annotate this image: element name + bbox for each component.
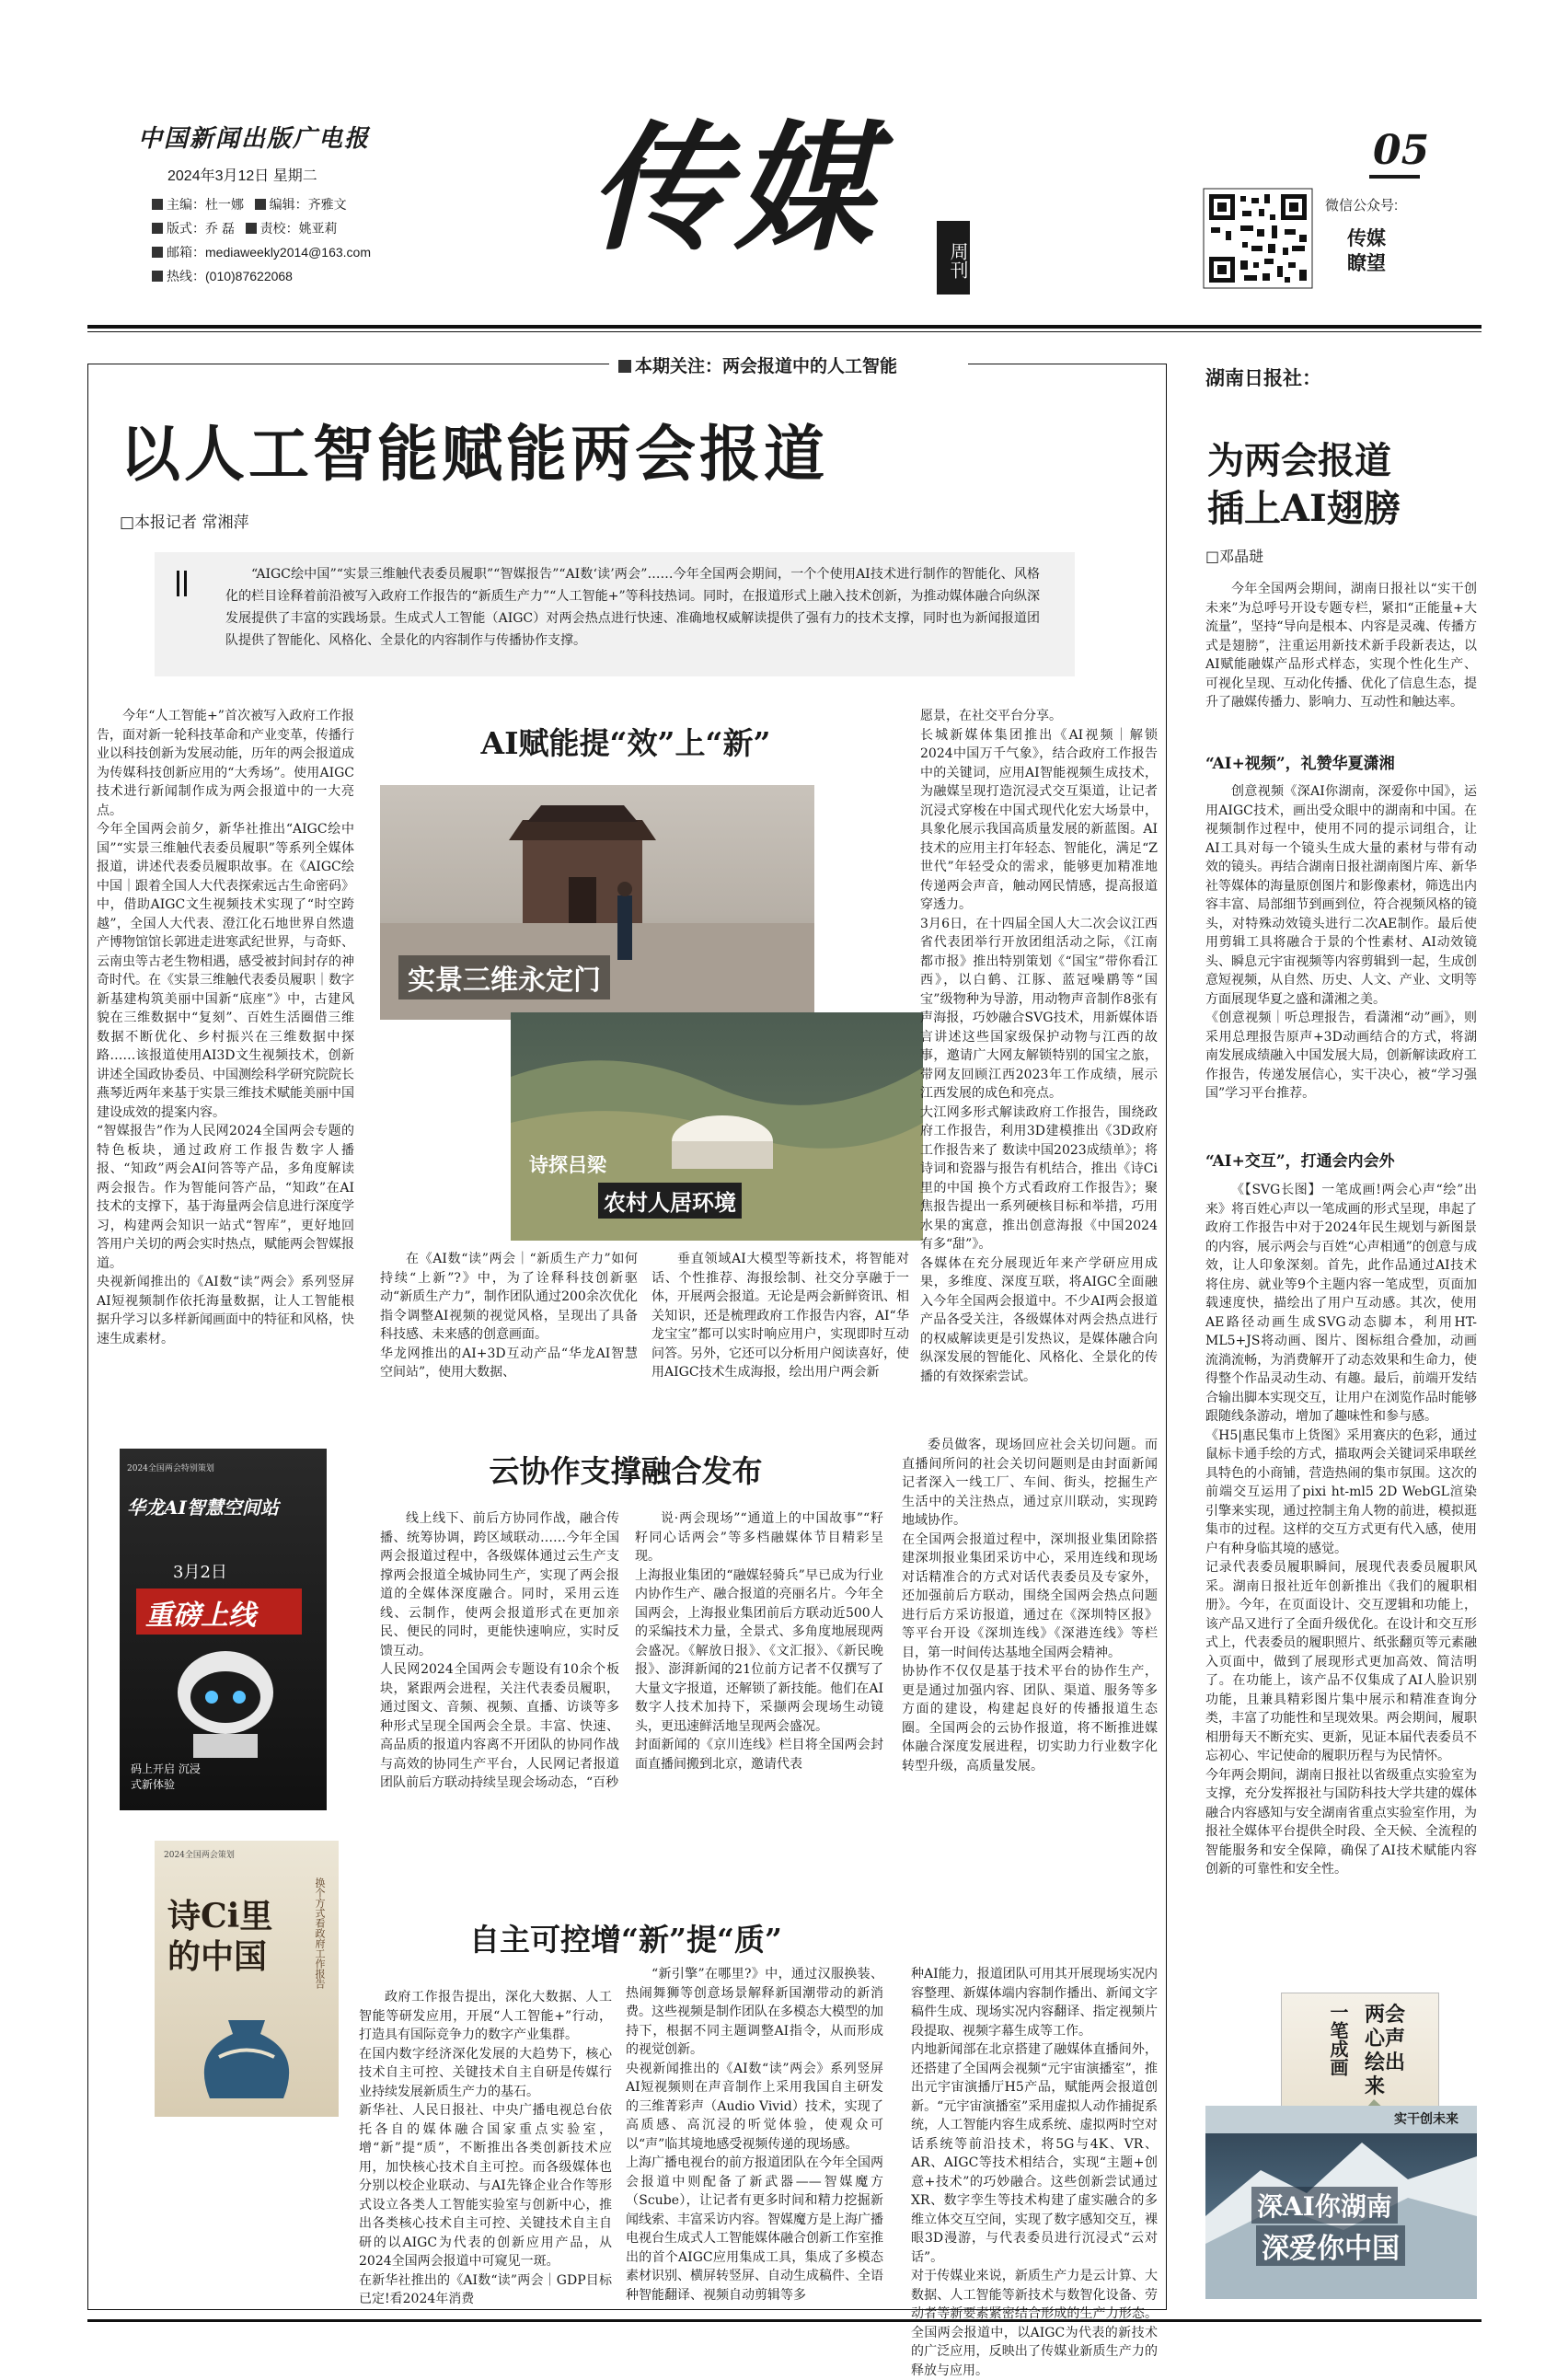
sidebar-intro: 今年全国两会期间，湖南日报社以“实干创未来”为总呼号开设专题专栏，紧扣“正能量+大流量”，坚持“导向是根本、内容是灵魂、传播方式是翅膀”，注重运用新技术新手段新表达，以AI赋能融媒产品形式样态，实现个性化生产、可视化呈现、互动化传播、优化了信息生态，提升了融媒传播力、影响力、互动性和触达率。: [1205, 582, 1477, 710]
sidebar-bottom-title-1: 深AI你湖南: [1251, 2187, 1398, 2224]
top-rule: [87, 325, 1482, 329]
section-tag: 周刊: [937, 221, 970, 295]
issue-date: 2024年3月12日 星期二: [167, 168, 317, 184]
sidebar-headline-1: 为两会报道: [1207, 439, 1391, 482]
lead-quote-mark-2: [184, 571, 187, 596]
qr-code: [1204, 189, 1312, 288]
poster2-top: 2024全国两会策划: [164, 1851, 235, 1860]
sidebar-headline-2: 插上AI翅膀: [1207, 487, 1401, 530]
page-bottom-rule: [87, 2319, 1482, 2322]
poster2-sub: 换个方式看政府工作报告: [314, 1877, 326, 1989]
staff-email: 邮箱：mediaweekly2014@163.com: [152, 243, 371, 261]
newspaper-name: 中国新闻出版广电报: [138, 125, 371, 153]
main-byline: □本报记者 常湘萍: [120, 514, 249, 532]
sidebar-book-title: 一笔成画: [1327, 2003, 1349, 2076]
photo-rural-environment: [511, 1012, 923, 1241]
poster1-action: 重磅上线: [145, 1600, 256, 1632]
sidebar-body-3: 《【SVG长图】一笔成画!两会心声“绘”出来》将百姓心声以一笔成画的形式呈现，串起了政府工作报告中对于2024年民生规划与新图景的内容，展示两会与百姓“心声相通”的创意与成效，让人印象深刻。首先，此作品通过AI技术将住房、就业等9个主题内容一笔成型，页面加载速度快，描绘出了用户互动感。其次，使用AE路径动画生成SVG动态脚本，利用HT-ML5+JS将动画、图片、图标组合叠加，动画流淌流畅，为消费解开了动态效果和生命力，使得整个作品灵动生动、有趣。最后，前端开发结合输出脚本实现交互，让用户在浏览作品时能够跟随线条游动，增加了趣味性和参与感。 《H5|惠民集市上货图》采用赛庆的色彩，通过鼠标卡通手绘的方式，描取两会关键词采串联丝具特色的小商铺，营造热闹的集市氛围。这次的前端交互运用了pixi ht-ml5 2D WebGL渲染引擎来实现，通过控制主角人物的前进，模拟逛集市的过程。这样的交互方式更有代入感，使用户有种身临其境的感觉。 记录代表委员履职瞬间，展现代表委员履职风采。湖南日报社近年创新推出《我们的履职相册》。今年，在页面设计、交互逻辑和功能上，该产品又进行了全面升级优化。在设计和交互形式上，代表委员的履职照片、纸张翻页等元素融入页面中，做到了展现形式更加高效、简洁明了。在功能上，该产品不仅集成了AI人脸识别功能，且兼具精彩图片集中展示和精准查询分类，丰富了功能性和呈现效果。两会期间，履职相册每天不断充实、更新，见证本届代表委员不忘初心、牢记使命的履职历程与为民情怀。 今年两会期间，湖南日报社以省级重点实验室为支撑，充分发挥报社与国防科技大学共建的媒体融合内容感知与安全湖南省重点实验室作用，为报社全媒体平台提供全时段、全天候、全流程的智能服务和安全保障，确保了AI技术赋能内容创新的可靠性和安全性。: [1205, 1183, 1477, 1877]
poster2-title: 诗Ci里的中国: [167, 1897, 273, 1976]
sec3-col3-text: “新引擎”在哪里?》中，通过汉服换装、热闹舞狮等创意场景解释新国潮带动的新消费。这些视频是制作团队在多模态大模型的加持下，根据不同主题调整AI指令，从而形成的视觉创新。 央视新闻推出的《AI数“读”两会》系列竖屏AI短视频则在声音制作上采用我国自主研发的三维菁彩声（Audio Vivid）技术，实现了高质感、高沉浸的听觉体验，使观众可以“声”临其境地感受视频传递的现场感。 上海广播电视台的前方报道团队在今年全国两会报道中则配备了新武器——智媒魔方（Scube），让记者有更多时间和精力挖掘新闻线索、丰富采访内容。智媒魔方是上海广播电视台生成式人工智能媒体融合创新工作室推出的首个AIGC应用集成工具，集成了多模态素材识别、横屏转竖屏、自动生成稿件、全语种智能翻译、视频自动剪辑等多: [626, 1967, 883, 2303]
poster-hualong-ai: [120, 1449, 327, 1810]
lead-quote-mark: [177, 571, 179, 596]
sidebar-kicker: 湖南日报社：: [1205, 366, 1321, 389]
sidebar-book-sub: 两会心声绘出来: [1365, 2003, 1406, 2098]
sec2-col2-text: 线上线下、前后方协同作战，融合传播、统筹协调，跨区域联动……今年全国两会报道过程中，各级媒体通过云生产支撑两会报道全城协同生产，实现了两会报道的全媒体深度融合。同时，采用云连线、云制作，使两会报道形式在更加亲民、便民的同时，更能快速响应，实时反馈互动。 人民网2024全国两会专题设有10余个板块，紧跟两会进程，关注代表委员履职，通过图文、音频、视频、直播、访谈等多种形式呈现全国两会全景。丰富、快速、高品质的报道内容离不开团队的协同作战与高效的协同生产平台，人民网记者报道团队前后方联动持续呈现会场动态，“百秒: [380, 1511, 619, 1790]
vase-illustration: [173, 2016, 320, 2108]
section-title: 传媒: [589, 108, 881, 270]
col1-text: 今年“人工智能+”首次被写入政府工作报告，面对新一轮科技革命和产业变革，传播行业以科技创新为发展动能，历年的两会报道成为传媒科技创新应用的“大秀场”。使用AIGC技术进行新闻制作成为两会报道中的一大亮点。 今年全国两会前夕，新华社推出“AIGC绘中国”“实景三维触代表委员履职”等系列全媒体报道，讲述代表委员履职故事。在《AIGC绘中国｜跟着全国人大代表探索远古生命密码》中，借助AIGC文生视频技术实现了“时空跨越”，全国人大代表、澄江化石地世界自然遗产博物馆馆长郭进走进寒武纪世界，与奇虾、云南虫等古老生物相遇，感受被封间封存的神奇时代。在《实景三维触代表委员履职｜数字新基建构筑美丽中国新“底座”》中，古建风貌在三维数据中“复刻”、百姓生活圈借三维数据不断优化、乡村振兴在三维数据中探路……该报道使用AI3D文生视频技术，创新讲述全国政协委员、中国测绘科学研究院院长燕琴近两年来基于实景三维技术赋能美丽中国建设成效的提案内容。 “智媒报告”作为人民网2024全国两会专题的特色板块，通过政府工作报告数字人播报、“知政”两会AI问答等产品，多角度解读两会报告。作为智能问答产品，“知政”在AI技术的支撑下，基于海量两会信息进行深度学习，构建两会知识一站式“智库”，更好地回答用户关切的两会实时热点，赋能两会智媒报道。 央视新闻推出的《AI数“读”两会》系列竖屏AI短视频制作依托海量数据，让人工智能根据升学习以多样新闻画面中的特征和风格，快速生成素材。: [97, 709, 354, 1346]
page-number: 05: [1373, 127, 1430, 174]
poster1-date: 3月2日: [173, 1563, 227, 1582]
top-rule-thin: [87, 331, 1482, 332]
sidebar-image-video: [1205, 2106, 1477, 2299]
focus-bar: 本期关注：两会报道中的人工智能: [618, 352, 897, 377]
section1-title: AI赋能提“效”上“新”: [480, 725, 771, 761]
col2-bottom-text: 在《AI数“读”两会｜“新质生产力”如何持续“上新”?》中，为了诠释科技创新驱动“新质生产力”，制作团队通过200余次优化指令调整AI视频的视觉风格，呈现出了具备科技感、未来感的创意画面。 华龙网推出的AI+3D互动产品“华龙AI智慧空间站”，使用大数据、: [380, 1252, 638, 1380]
wechat-label: 微信公众号:: [1325, 198, 1399, 214]
photo2-caption-1: 诗探吕梁: [529, 1153, 606, 1176]
page-number-rule: [1369, 175, 1420, 179]
poster1-title: 华龙AI智慧空间站: [127, 1496, 279, 1519]
sec3-col2-text: 政府工作报告提出，深化大数据、人工智能等研发应用，开展“人工智能+”行动，打造具有国际竞争力的数字产业集群。 在国内数字经济深化发展的大趋势下，核心技术自主可控、关键技术自主自研是传媒行业持续发展新质生产力的基石。 新华社、人民日报社、中央广播电视总台依托各自的媒体融合国家重点实验室，增“新”提“质”，不断推出各类创新技术应用，加快核心技术自主可控。而各级媒体也分别以校企业联动、与AI先锋企业合作等形式设立各类人工智能实验室与创新中心，推出各类核心技术自主可控、关键技术自主自研的以AIGC为代表的创新应用产品，从2024全国两会报道中可窥见一斑。 在新华社推出的《AI数“读”两会｜GDP目标已定!看2024年消费: [359, 1990, 612, 2306]
col4-text: 愿景，在社交平台分享。 长城新媒体集团推出《AI视频｜解锁2024中国万千气象》，结合政府工作报告中的关键词，应用AI智能视频生成技术，为融媒呈现打造沉浸式交互渠道，让记者沉浸式穿梭在中国式现代化宏大场景中，具象化展示我国高质量发展的新蓝图。AI技术的应用主打年轻态、智能化，满足“Z世代”年轻受众的需求，能够更加精准地传递两会声音，触动网民情感，提高报道穿透力。 3月6日，在十四届全国人大二次会议江西省代表团举行开放团组活动之际，《江南都市报》推出特别策划《“国宝”带你看江西》，以白鹤、江豚、蓝冠噪鹛等“国宝”级物种为导游，用动物声音制作8张有声海报，巧妙融合SVG技术，用新媒体语言讲述这些国家级保护动物与江西的故事，邀请广大网友解锁特别的国宝之旅，带网友回顾江西2023年工作成绩，展示江西发展的成色和亮点。 大江网多形式解读政府工作报告，围绕政府工作报告，利用3D建模推出《3D政府工作报告来了 数读中国2023成绩单》；将诗词和瓷器与报告有机结合，推出《诗Ci里的中国 换个方式看政府工作报告》；聚焦报告提出一系列硬核目标和举措，巧用水果的寓意，推出创意海报《中国2024有多“甜”》。 各媒体在充分展现近年来产学研应用成果，多维度、深度互联，将AIGC全面融入今年全国两会报道中。不少AI两会报道产品各受关注，各级媒体对两会热点进行的权威解读更是引发热议，是媒体融合向纵深发展的智能化、风格化、全景化的传播的有效探索尝试。: [920, 709, 1158, 1384]
poster1-footer: 码上开启 沉浸式新体验: [131, 1762, 201, 1791]
sidebar-subhead-1: “AI+视频”，礼赞华夏潇湘: [1205, 755, 1395, 773]
photo1-caption: 实景三维永定门: [398, 955, 610, 999]
col3-bottom-text: 垂直领域AI大模型等新技术，将智能对话、个性推荐、海报绘制、社交分享融于一体，开展两会报道。无论是两会新鲜资讯、相关知识，还是梳理政府工作报告内容，AI“华龙宝宝”都可以实时响应用户，实现即时互动问答。另外，它还可以分析用户阅读喜好，使用AIGC技术生成海报，绘出用户两会新: [651, 1252, 909, 1380]
frame-left: [87, 364, 88, 2310]
sidebar-bottom-logo: 实干创未来: [1394, 2112, 1458, 2127]
wechat-name: 传媒瞭望: [1347, 226, 1386, 274]
sidebar-body-2: 创意视频《深AI你湖南，深爱你中国》，运用AIGC技术，画出受众眼中的湖南和中国。在视频制作过程中，使用不同的提示词组合，让AI工具对每一个镜头生成大量的素材与带有动效的镜头。再结合湖南日报社湖南图片库、新华社等媒体的海量原创图片和影像素材，筛选出内容丰富、局部细节到画到位，符合视频风格的镜头，对特殊动效镜头进行二次AE制作。最后使用剪辑工具将融合于景的个性素材、AI动效镜头、瞬息元宇宙视频等内容剪辑到一起，生成创意短视频，从自然、历史、人文、产业、文明等方面展现华夏之盛和潇湘之美。 《创意视频｜听总理报告，看潇湘“动”画》，则采用总理报告原声+3D动画结合的方式，将湖南发展成绩融入中国发展大局，创新解读政府工作报告，传递发展信心，实干决心，被“学习强国”学习平台推荐。: [1205, 784, 1477, 1101]
sec2-col4-text: 委员做客，现场回应社会关切问题。而直播间所问的社会关切问题则是由封面新闻记者深入一线工厂、车间、街头，挖掘生产生活中的关注热点，通过京川联动，实现跨地域协作。 在全国两会报道过程中，深圳报业集团除搭建深圳报业集团采访中心，采用连线和现场对话精准合的方式对话代表委员及专家外，还加强前后方联动，围绕全国两会热点问题进行后方采访报道，通过在《深圳特区报》等平台开设《深圳连线》《深港连线》等栏目，第一时间传达基地全国两会精神。 协协作不仅仅是基于技术平台的协作生产，更是通过加强内容、团队、渠道、服务等多方面的建设，构建起良好的传播报道生态圈。全国两会的云协作报道，将不断推进媒体融合深度发展进程，切实助力行业数字化转型升级，高质量发展。: [902, 1438, 1158, 1773]
main-headline: 以人工智能赋能两会报道: [120, 418, 828, 490]
poster1-sub: 2024全国两会特别策划: [127, 1464, 214, 1473]
robot-illustration: [156, 1642, 294, 1762]
poster-shici-china: [155, 1841, 339, 2117]
photo2-caption-2: 农村人居环境: [598, 1183, 742, 1219]
sidebar-byline: □邓晶琎: [1205, 548, 1264, 565]
staff-line-2: 版式：乔 磊 责校：姚亚莉: [152, 219, 338, 237]
section3-title: 自主可控增“新”提“质”: [469, 1922, 782, 1958]
sec2-col3-text: 说·两会现场”“通道上的中国故事”“籽籽同心话两会”等多档融媒体节目精彩呈现。 上海报业集团的“融媒轻骑兵”早已成为行业内协作生产、融合报道的亮丽名片。今年全国两会，上海报业集团前后方联动近500人的采编技术力量，全景式、多角度地展现两会盛况。《解放日报》、《文汇报》、《新民晚报》、澎湃新闻的21位前方记者不仅撰写了大量文字报道，还解锁了新技能。他们在AI数字人技术加持下，采撷两会现场生动镜头，更迅速鲜活地呈现两会盛况。 封面新闻的《京川连线》栏目将全国两会封面直播间搬到北京，邀请代表: [635, 1511, 883, 1772]
frame-divider: [1166, 364, 1167, 2310]
sidebar-bottom-title-2: 深爱你中国: [1256, 2225, 1405, 2266]
sec3-col4-text: 种AI能力，报道团队可用其开展现场实况内容整理、新媒体端内容制作播出、新闻文字稿件生成、现场实况内容翻译、指定视频片段提取、视频字幕生成等工作。 内地新闻部在北京搭建了融媒体直播间外，还搭建了全国两会视频“元宇宙演播室”，推出元宇宙演播厅H5产品，赋能两会报道创新。“元宇宙演播室”采用虚拟人动作捕捉系统，人工智能内容生成系统、虚拟两时空对话系统等前沿技术，将5G与4K、VR、AR、AIGC等技术相结合，实现“主题+创意+技术”的巧妙融合。这些创新尝试通过XR、数字孪生等技术构建了虚实融合的多维立体交互空间，实现了数字感知交互，裸眼3D漫游，与代表委员进行沉浸式“云对话”。 对于传媒业来说，新质生产力是云计算、大数据、人工智能等新技术与数智化设备、劳动者等新要素紧密结合形成的生产力形态。全国两会报道中，以AIGC为代表的新技术的广泛应用，反映出了传媒业新质生产力的释放与应用。: [911, 1967, 1158, 2378]
photo-yongdingmen: [380, 785, 814, 1020]
staff-line-1: 主编：杜一娜 编辑：齐雅文: [152, 195, 347, 214]
lead-paragraph: “AIGC绘中国”“实景三维触代表委员履职”“智媒报告”“AI数‘读’两会”……今年全国两会期间，一个个使用AI技术进行制作的智能化、风格化的栏目诠释着前沿被写入政府工作报告的“新质生产力”“人工智能+”等科技热词。同时，在报道形式上融入技术创新，为推动媒体融合向纵深发展提供了丰富的实践场景。生成式人工智能（AIGC）对两会热点进行快速、准确地权威解读提供了强有力的技术支撑，同时也为新闻报道团队提供了智能化、风格化、全景化的内容制作与传播协作支撑。: [225, 567, 1040, 648]
staff-hotline: 热线：(010)87622068: [152, 267, 293, 285]
sidebar-subhead-2: “AI+交互”，打通会内会外: [1205, 1152, 1395, 1171]
section2-title: 云协作支撑融合发布: [489, 1453, 763, 1489]
